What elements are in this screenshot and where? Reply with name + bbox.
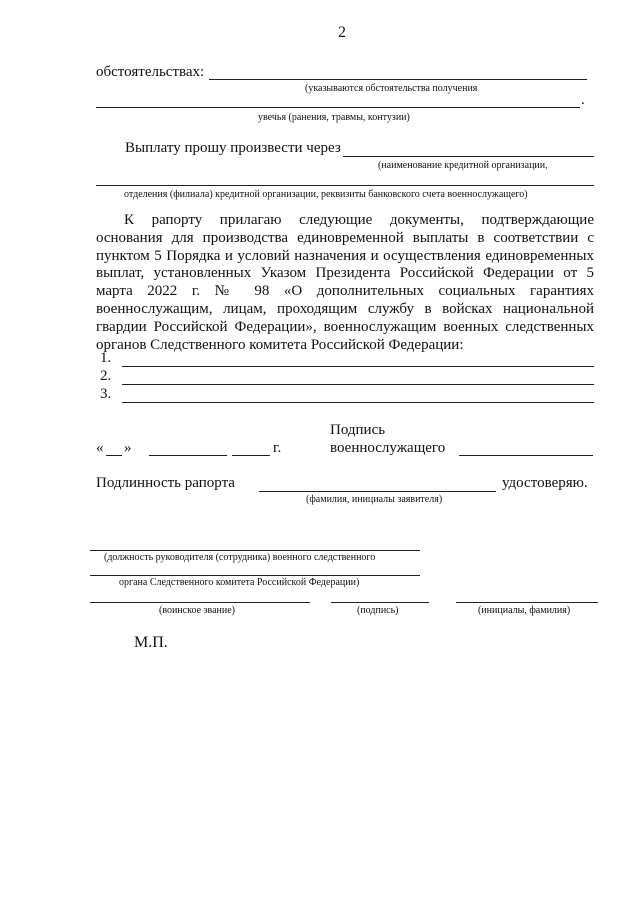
official-hint-2: органа Следственного комитета Российской Федерации) — [119, 577, 360, 588]
date-month-line — [149, 455, 227, 456]
stamp-place: М.П. — [134, 634, 168, 651]
official-rank-line — [90, 602, 310, 603]
page-number: 2 — [338, 24, 346, 41]
signature-line — [459, 455, 593, 456]
circumstances-label: обстоятельствах: — [96, 64, 205, 80]
attachment-line-2 — [122, 384, 594, 385]
date-open-quote: « — [96, 440, 104, 456]
official-hint-1: (должность руководителя (сотрудника) военного следственного — [104, 552, 376, 563]
circumstances-line-1 — [209, 79, 587, 80]
attachment-line-1 — [122, 366, 594, 367]
signature-label-line-2: военнослужащего — [330, 440, 446, 456]
circumstances-hint-1: (указываются обстоятельства получения — [305, 83, 478, 94]
official-rank-hint: (воинское звание) — [159, 605, 235, 616]
payment-hint-1: (наименование кредитной организации, — [378, 160, 548, 171]
signature-label-line-1: Подпись — [330, 422, 386, 438]
payment-hint-2: отделения (филиала) кредитной организации, реквизиты банковского счета военнослужащего) — [124, 189, 528, 200]
authenticity-line — [259, 491, 496, 492]
attachment-number-1: 1. — [100, 350, 112, 366]
date-year-suffix: г. — [273, 440, 282, 456]
circumstances-line-2 — [96, 107, 580, 108]
attachments-paragraph-text: К рапорту прилагаю следующие документы, подтверждающие основания для производства единовременной выплаты в соответствии с пунктом 5 Порядка и условий назначения и осуществления единовременных выплат, установленных Указом Президента Российской Федерации от 5 марта 2022 г. № 98 «О дополнительных социальных гарантиях военнослужащим, лицам, проходящим службу в войсках национальной гвардии Российской Федерации», военнослужащим военных следственных органов Следственного комитета Российской Федерации: — [96, 212, 594, 353]
date-day-line — [106, 455, 122, 456]
authenticity-hint: (фамилия, инициалы заявителя) — [306, 494, 443, 505]
official-name-line — [456, 602, 598, 603]
date-year-line — [232, 455, 270, 456]
attachment-number-3: 3. — [100, 386, 112, 402]
official-sign-line — [331, 602, 429, 603]
circumstances-hint-2: увечья (ранения, травмы, контузии) — [258, 112, 410, 123]
attachments-paragraph — [96, 212, 594, 354]
authenticity-label: Подлинность рапорта — [96, 475, 235, 491]
official-position-line-2 — [90, 575, 420, 576]
payment-line-1 — [343, 156, 594, 157]
official-name-hint: (инициалы, фамилия) — [478, 605, 571, 616]
authenticity-suffix: удостоверяю. — [502, 475, 588, 491]
attachment-number-2: 2. — [100, 368, 112, 384]
attachment-line-3 — [122, 402, 594, 403]
payment-line-2 — [96, 185, 594, 186]
circumstances-trailing-dot: . — [581, 92, 585, 108]
official-sign-hint: (подпись) — [357, 605, 399, 616]
official-position-line-1 — [90, 550, 420, 551]
date-close-quote: » — [124, 440, 132, 456]
payment-label: Выплату прошу произвести через — [125, 140, 341, 156]
